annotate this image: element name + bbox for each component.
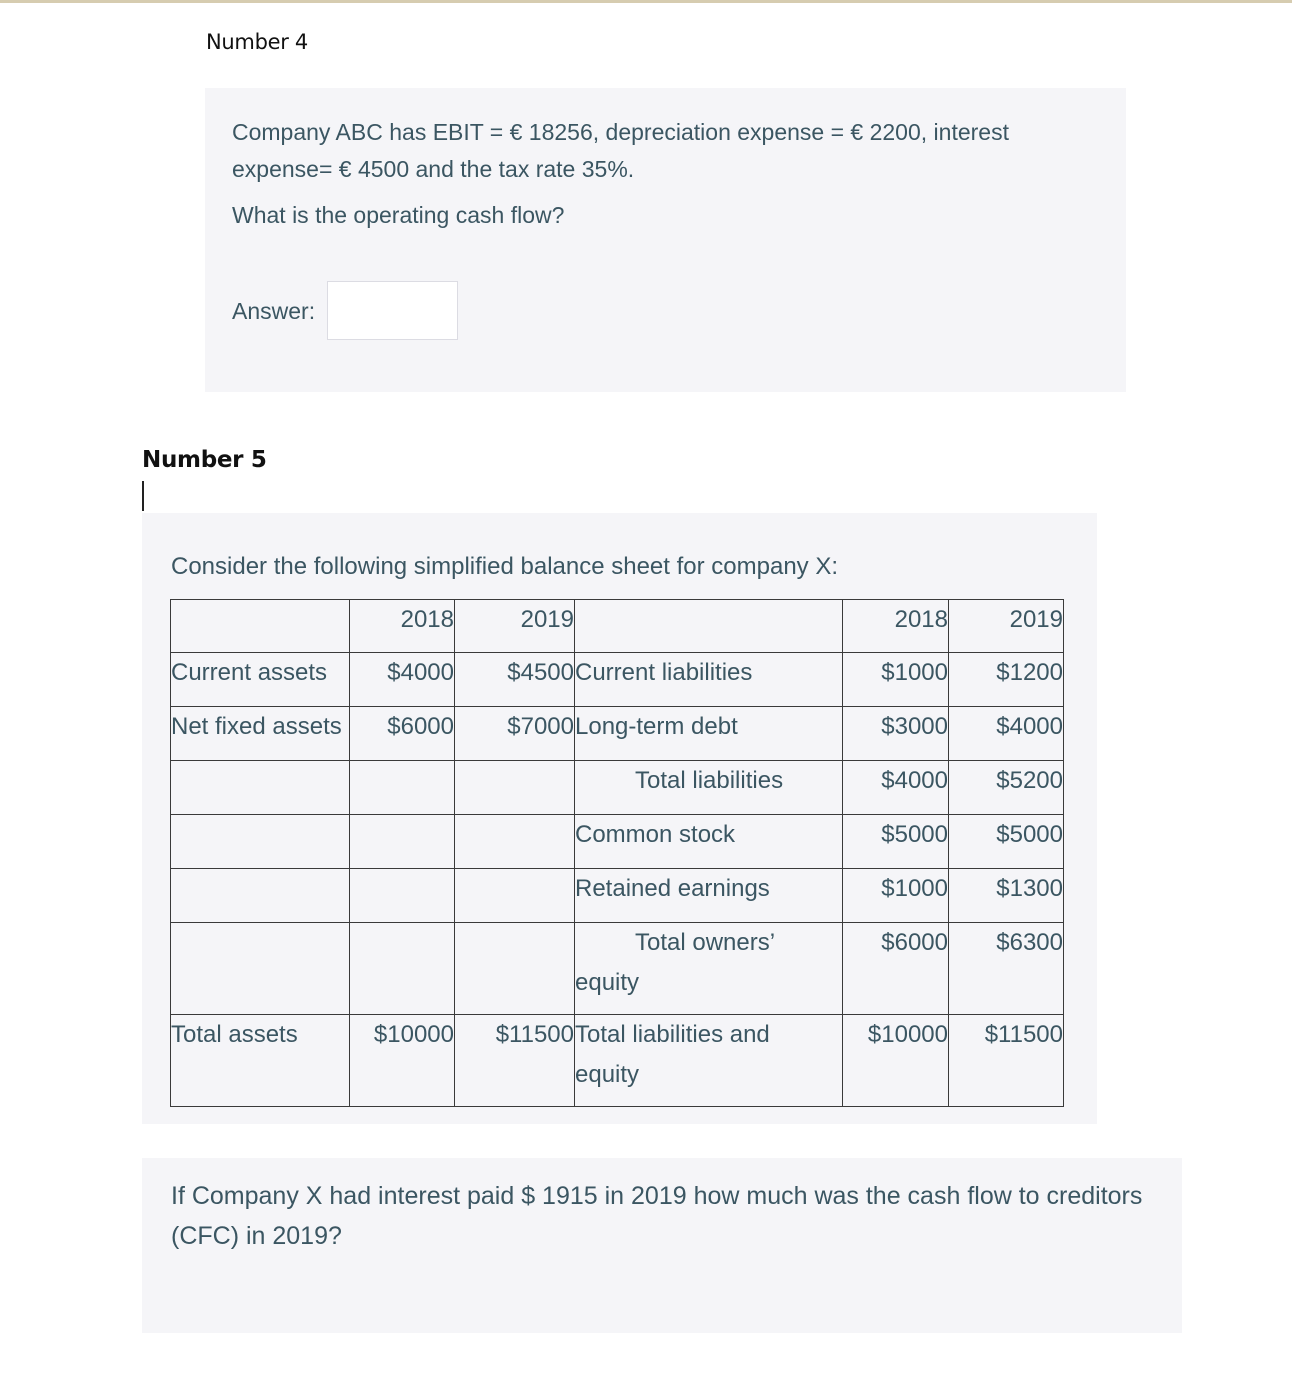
table-row: [171, 600, 1064, 653]
answer-input[interactable]: [327, 281, 458, 340]
cell-line: Total liabilities and: [575, 1021, 770, 1048]
table-cell: $3000: [843, 707, 949, 761]
table-cell: $1000: [843, 653, 949, 707]
table-cell: [171, 923, 350, 1015]
question-4-prompt: What is the operating cash flow?: [232, 202, 565, 228]
table-row: [171, 1015, 1064, 1107]
table-cell: $6000: [843, 923, 949, 1015]
table-cell: $11500: [949, 1015, 1064, 1107]
question-5-intro: Consider the following simplified balance sheet for company X:: [171, 553, 839, 580]
table-cell: 2019: [455, 600, 575, 653]
table-cell: [455, 761, 575, 815]
table-cell: 2018: [843, 600, 949, 653]
table-cell: [171, 869, 350, 923]
table-cell: $1000: [843, 869, 949, 923]
table-cell: $5000: [843, 815, 949, 869]
table-row: [171, 761, 1064, 815]
table-cell: $1300: [949, 869, 1064, 923]
question-6-panel: [142, 1158, 1182, 1333]
cell-line: Total owners’: [635, 929, 776, 956]
table-row: [171, 653, 1064, 707]
table-cell: Net fixed assets: [171, 707, 350, 761]
table-cell: [575, 1015, 843, 1107]
table-cell: Current assets: [171, 653, 350, 707]
table-row: [171, 707, 1064, 761]
question-4-text: Company ABC has EBIT = € 18256, depreciation expense = € 2200, interest expense= € 4500 and the tax rate 35%.: [232, 119, 1009, 182]
balance-sheet-table: [170, 599, 1064, 1107]
table-cell: Total liabilities: [575, 761, 843, 815]
table-cell: [350, 815, 455, 869]
table-cell: $4000: [843, 761, 949, 815]
top-divider: [0, 0, 1292, 3]
question-4-panel: [205, 88, 1126, 392]
table-cell: Current liabilities: [575, 653, 843, 707]
table-cell: Long-term debt: [575, 707, 843, 761]
table-cell: [171, 815, 350, 869]
table-cell: $11500: [455, 1015, 575, 1107]
table-cell: [171, 761, 350, 815]
table-cell: [575, 923, 843, 1015]
table-cell: [455, 923, 575, 1015]
table-cell: 2018: [350, 600, 455, 653]
table-cell: Common stock: [575, 815, 843, 869]
table-row: [171, 923, 1064, 1015]
question-6-text: If Company X had interest paid $ 1915 in 2019 how much was the cash flow to creditors (CFC) in 2019?: [171, 1182, 1143, 1250]
cell-line: equity: [575, 1061, 640, 1088]
question-5-heading: Number 5: [142, 447, 267, 473]
table-cell: $4000: [350, 653, 455, 707]
table-row: [171, 869, 1064, 923]
question-5-panel: [142, 513, 1097, 1124]
table-cell: Retained earnings: [575, 869, 843, 923]
table-row: [171, 815, 1064, 869]
table-cell: 2019: [949, 600, 1064, 653]
table-cell: $7000: [455, 707, 575, 761]
table-cell: [350, 869, 455, 923]
table-cell: [350, 923, 455, 1015]
table-cell: [455, 815, 575, 869]
table-cell: $5000: [949, 815, 1064, 869]
question-4-heading: Number 4: [206, 30, 308, 54]
table-cell: [350, 761, 455, 815]
table-cell: [455, 869, 575, 923]
table-cell: $6000: [350, 707, 455, 761]
table-cell: $4500: [455, 653, 575, 707]
table-cell: $4000: [949, 707, 1064, 761]
table-cell: [171, 600, 350, 653]
table-cell: $6300: [949, 923, 1064, 1015]
table-cell: [575, 600, 843, 653]
answer-label: Answer:: [232, 298, 316, 324]
table-cell: $10000: [350, 1015, 455, 1107]
table-cell: $10000: [843, 1015, 949, 1107]
table-cell: $1200: [949, 653, 1064, 707]
table-cell: $5200: [949, 761, 1064, 815]
table-cell: Total assets: [171, 1015, 350, 1107]
cell-line: equity: [575, 969, 640, 996]
text-cursor: [142, 481, 144, 511]
